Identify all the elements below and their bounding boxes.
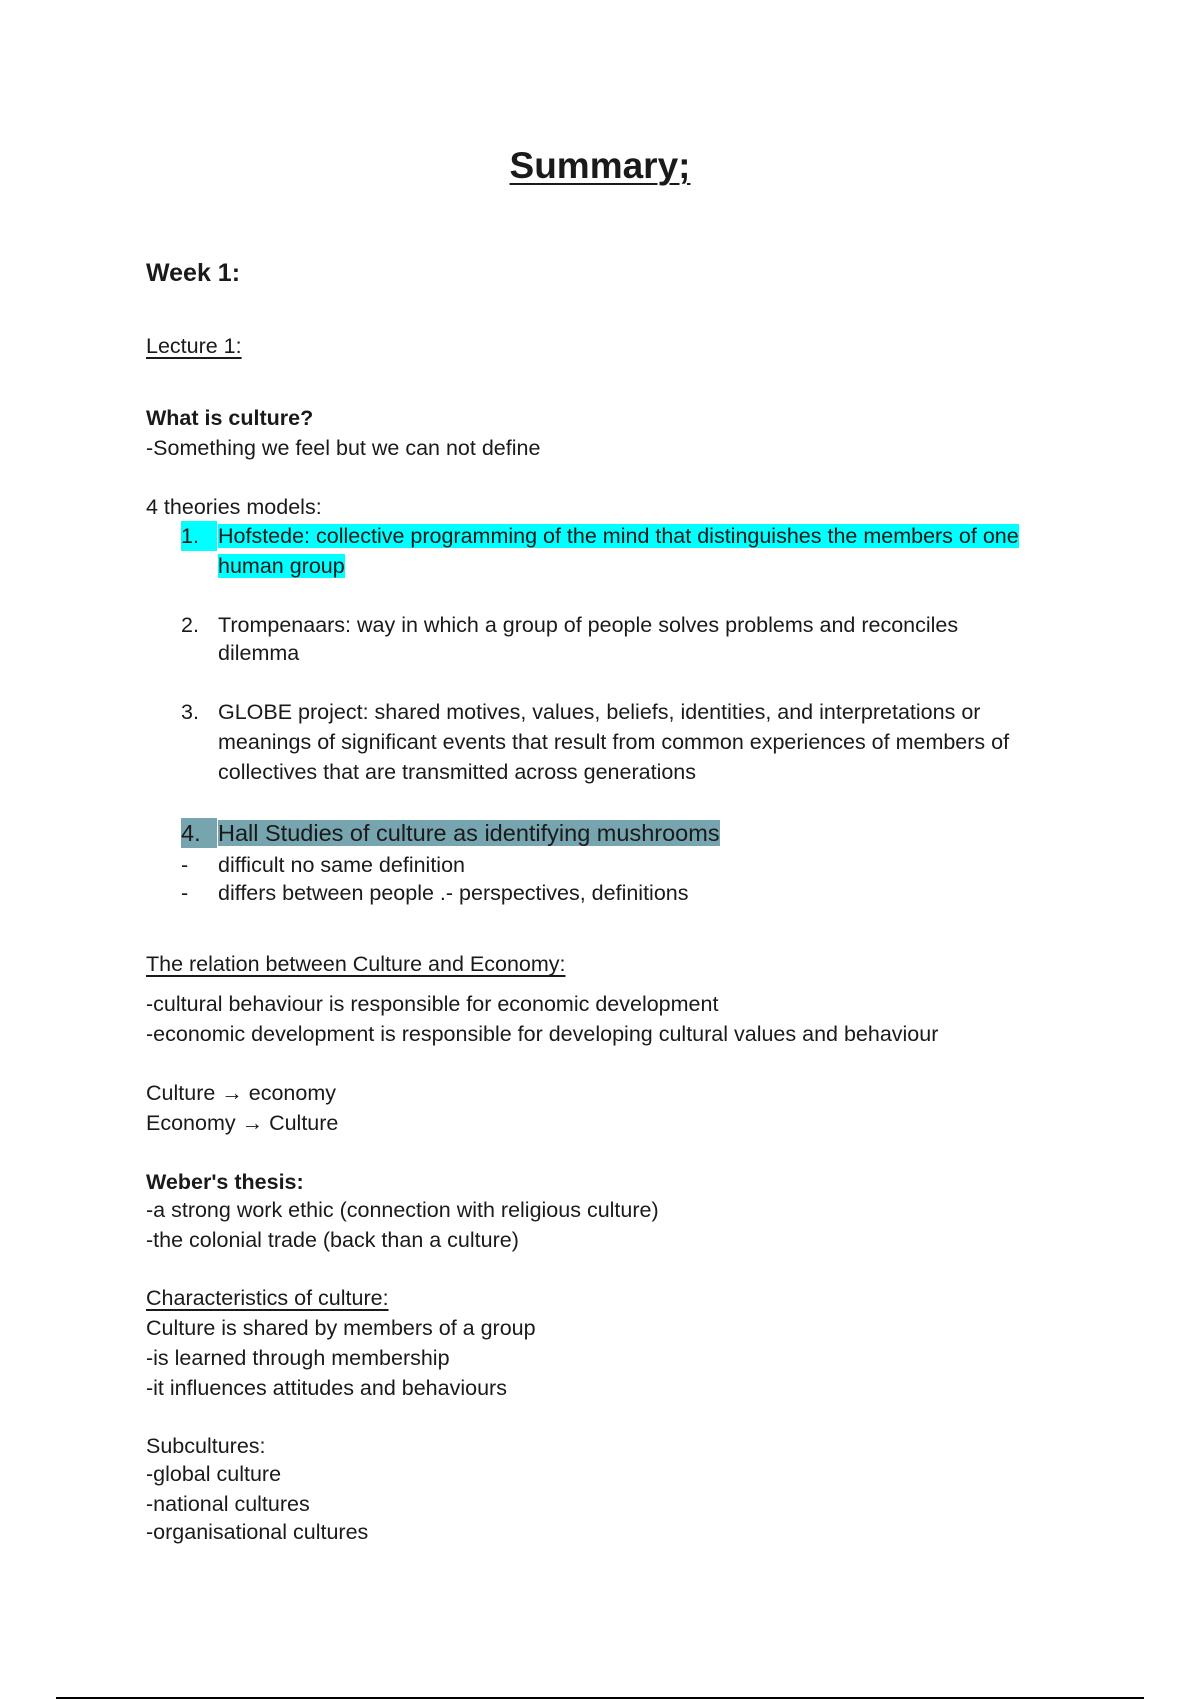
page-bottom-rule	[56, 1697, 1144, 1699]
theory-number: 4.	[181, 818, 217, 848]
bullet-dash: -	[181, 853, 189, 877]
theory-line: human group	[218, 554, 345, 578]
theory-number: 1.	[181, 521, 217, 551]
subcultures-line: -organisational cultures	[146, 1520, 369, 1544]
relation-arrow-line: Culture → economy	[146, 1081, 336, 1105]
page-title: Summary;	[509, 145, 691, 186]
relation-heading: The relation between Culture and Economy:	[146, 952, 566, 976]
subcultures-line: -national cultures	[146, 1492, 310, 1516]
theory-line: GLOBE project: shared motives, values, beliefs, identities, and interpretations or	[218, 700, 981, 724]
sub-item-text: differs between people .- perspectives, definitions	[218, 881, 689, 905]
theory-line: Trompenaars: way in which a group of people solves problems and reconciles	[218, 613, 959, 637]
theory-number: 2.	[181, 613, 199, 637]
bullet-dash: -	[181, 881, 189, 905]
culture-question-text: -Something we feel but we can not define	[146, 436, 541, 460]
theory-line: Hofstede: collective programming of the mind that distinguishes the members of one	[218, 524, 1019, 548]
characteristics-line: -is learned through membership	[146, 1346, 450, 1370]
relation-arrow-line: Economy → Culture	[146, 1111, 339, 1135]
weber-line: -a strong work ethic (connection with religious culture)	[146, 1198, 659, 1222]
culture-question-heading: What is culture?	[146, 406, 314, 430]
theories-intro: 4 theories models:	[146, 495, 322, 519]
relation-line: -cultural behaviour is responsible for economic development	[146, 992, 719, 1016]
subcultures-heading: Subcultures:	[146, 1434, 266, 1458]
theory-line: meanings of significant events that result from common experiences of members of	[218, 730, 1010, 754]
characteristics-heading: Characteristics of culture:	[146, 1286, 389, 1310]
theory-number: 3.	[181, 700, 199, 724]
characteristics-line: -it influences attitudes and behaviours	[146, 1376, 507, 1400]
weber-line: -the colonial trade (back than a culture)	[146, 1228, 519, 1252]
theory-line: collectives that are transmitted across generations	[218, 760, 697, 784]
theory-line: Hall Studies of culture as identifying mushrooms	[218, 820, 720, 846]
subcultures-line: -global culture	[146, 1462, 282, 1486]
sub-item-text: difficult no same definition	[218, 853, 465, 877]
lecture-heading: Lecture 1:	[146, 334, 242, 358]
characteristics-line: Culture is shared by members of a group	[146, 1316, 536, 1340]
theory-line: dilemma	[218, 641, 300, 665]
relation-line: -economic development is responsible for developing cultural values and behaviour	[146, 1022, 939, 1046]
weber-heading: Weber's thesis:	[146, 1170, 304, 1194]
week-heading: Week 1:	[146, 259, 241, 287]
